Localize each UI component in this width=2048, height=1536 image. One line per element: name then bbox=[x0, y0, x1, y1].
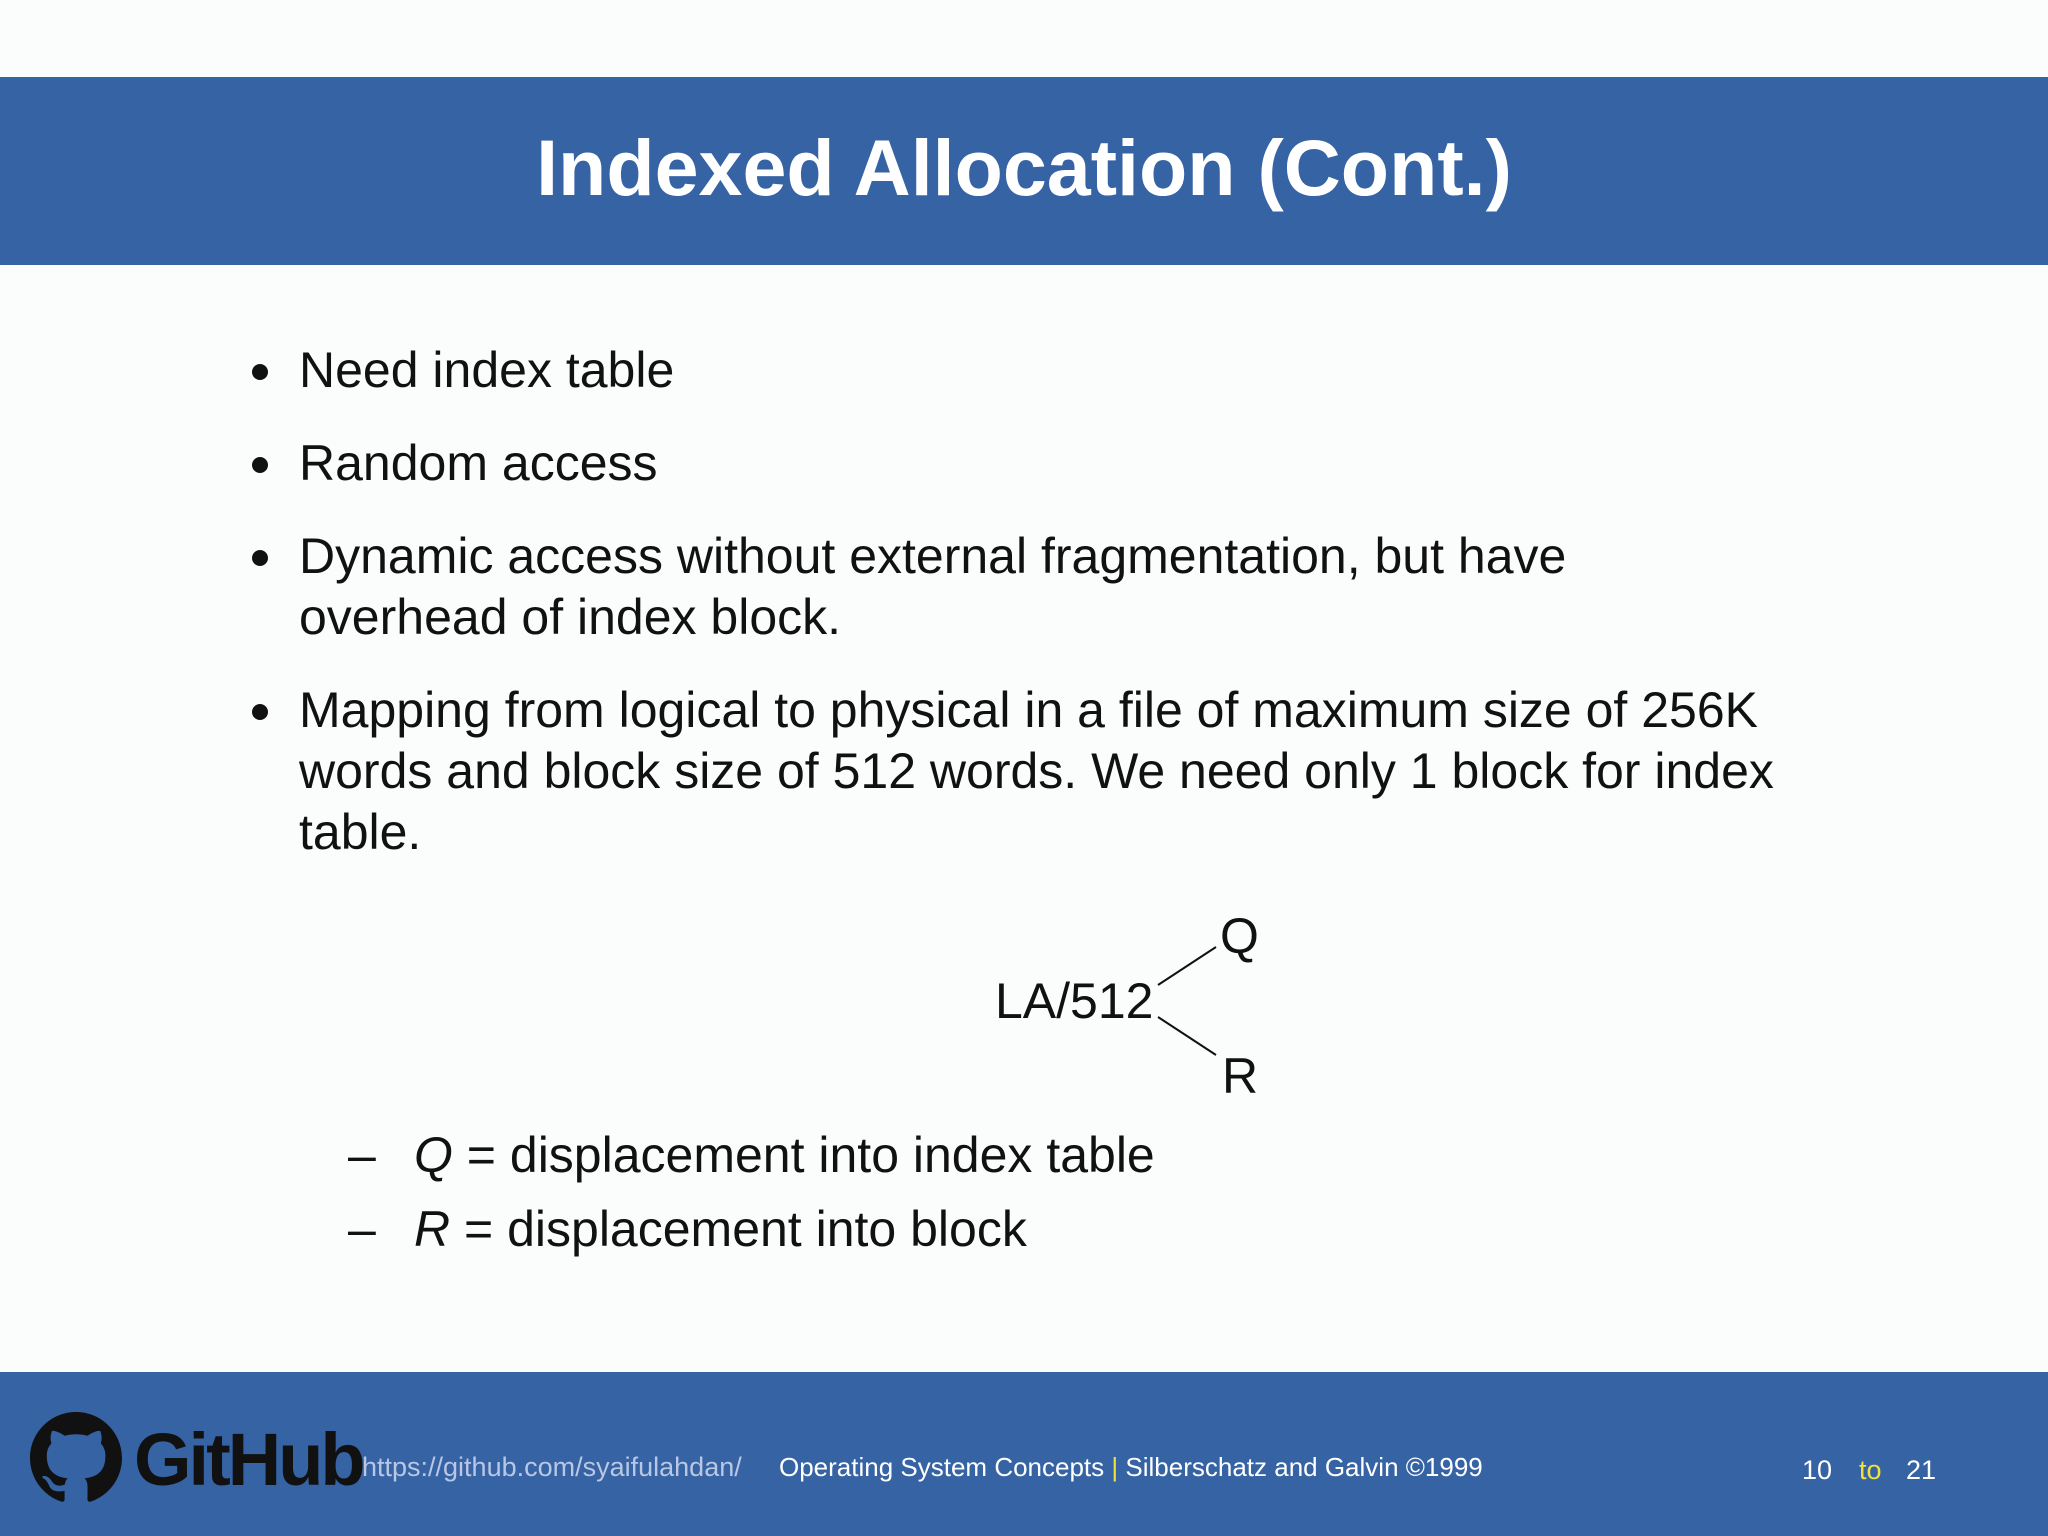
github-logo[interactable] bbox=[30, 1415, 363, 1505]
page-to-label: to bbox=[1859, 1455, 1882, 1485]
definition-text: = displacement into index table bbox=[452, 1127, 1155, 1183]
footer-url-link[interactable]: https://github.com/syaifulahdan/ bbox=[362, 1452, 742, 1482]
definition-text: = displacement into block bbox=[450, 1201, 1027, 1257]
page-current: 10 bbox=[1802, 1455, 1833, 1485]
bullet-item bbox=[240, 340, 1800, 401]
slide-title: Indexed Allocation (Cont.) bbox=[536, 123, 1512, 212]
github-wordmark: GitHub bbox=[134, 1418, 363, 1501]
bullet-dot bbox=[252, 550, 268, 566]
quotient-label: Q bbox=[1220, 908, 1259, 964]
definition-variable: Q bbox=[414, 1127, 453, 1183]
bullet-dot bbox=[252, 457, 268, 473]
remainder-label: R bbox=[1222, 1048, 1259, 1104]
course-title: Operating System Concepts bbox=[779, 1452, 1105, 1482]
footer-credit bbox=[779, 1452, 1483, 1483]
authors-credit: Silberschatz and Galvin ©1999 bbox=[1125, 1452, 1483, 1482]
bullet-dot bbox=[252, 704, 268, 720]
bullet-list bbox=[240, 340, 1800, 895]
bullet-item bbox=[240, 526, 1639, 648]
bullet-text: Need index table bbox=[299, 342, 675, 398]
dividend-label: LA/512 bbox=[995, 973, 1154, 1029]
division-diagram bbox=[940, 900, 1300, 1110]
bullet-item bbox=[240, 680, 1799, 863]
bullet-text: Mapping from logical to physical in a file of maximum size of 256K words and block size of 512 words. We need only 1 block for index table. bbox=[299, 682, 1774, 860]
definition-list bbox=[348, 1125, 1155, 1273]
bullet-text: Random access bbox=[299, 435, 658, 491]
dash-marker: – bbox=[348, 1201, 376, 1257]
dash-marker: – bbox=[348, 1127, 376, 1183]
footer-separator: | bbox=[1111, 1452, 1119, 1482]
page-total: 21 bbox=[1906, 1455, 1937, 1485]
definition-item bbox=[348, 1199, 1155, 1260]
definition-item bbox=[348, 1125, 1155, 1186]
bullet-item bbox=[240, 433, 1800, 494]
bullet-dot bbox=[252, 364, 268, 380]
definition-variable: R bbox=[414, 1201, 451, 1257]
github-octocat-icon bbox=[30, 1412, 122, 1509]
bullet-text: Dynamic access without external fragmentation, but have overhead of index block. bbox=[299, 528, 1567, 645]
